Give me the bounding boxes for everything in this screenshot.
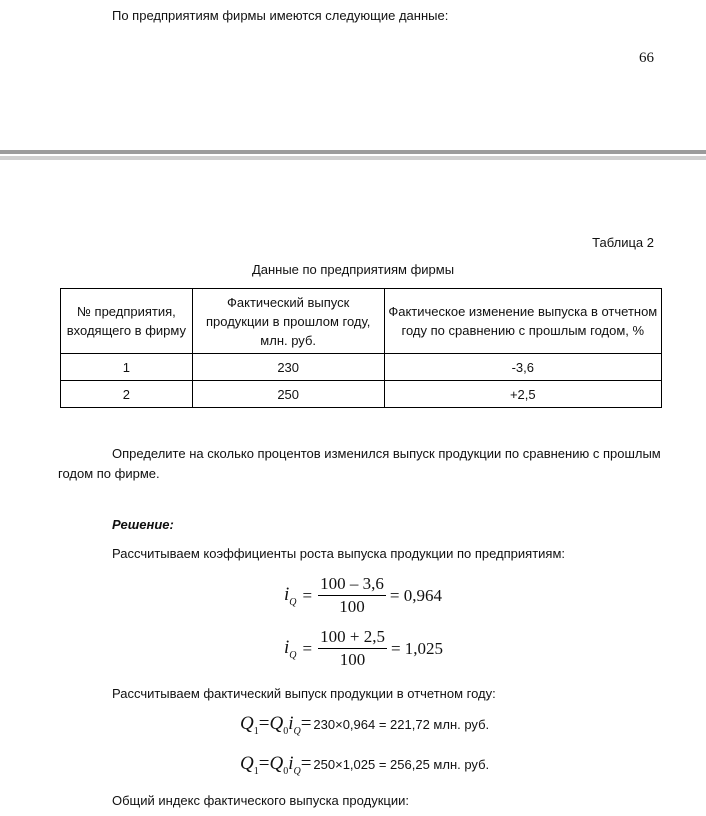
table-row bbox=[61, 381, 662, 408]
fraction-numerator: 100 + 2,5 bbox=[318, 627, 387, 649]
output-result: 250×1,025 = 256,25 млн. руб. bbox=[313, 757, 490, 772]
cell-output: 250 bbox=[192, 381, 384, 408]
output-formula-1: $Q_1$ = $Q_0$ $i_Q$ = 230×0,964 = 221,72 млн. руб. bbox=[240, 713, 490, 737]
growth-formula-1: $i_Q$ = $\frac{100 - 3,6}{100}$ = 0,964 bbox=[284, 574, 442, 616]
fraction-denominator: 100 bbox=[339, 597, 365, 616]
page-separator-light bbox=[0, 156, 706, 160]
growth-paragraph: Рассчитываем коэффициенты роста выпуска продукции по предприятиям: bbox=[112, 546, 565, 561]
table-header-row bbox=[61, 289, 662, 354]
task-text bbox=[58, 444, 672, 484]
task-line-1: Определите на сколько процентов изменился выпуск продукции по сравнению с прошлым bbox=[112, 446, 661, 461]
header-enterprise-number: № предприятия, входящего в фирму bbox=[61, 289, 193, 354]
output-result: 230×0,964 = 221,72 млн. руб. bbox=[313, 717, 490, 732]
table-row bbox=[61, 354, 662, 381]
table-title: Данные по предприятиям фирмы bbox=[251, 262, 455, 277]
fraction-numerator: 100 – 3,6 bbox=[318, 574, 386, 596]
growth-formula-2: $i_Q$ = $\frac{100 + 2,5}{100}$ = 1,025 bbox=[284, 627, 444, 669]
formula-fraction bbox=[318, 574, 386, 617]
cell-enterprise: 1 bbox=[61, 354, 193, 381]
header-output-change: Фактическое изменение выпуска в отчетном году по сравнению с прошлым годом, % bbox=[384, 289, 661, 354]
formula-fraction bbox=[318, 627, 387, 670]
table-label: Таблица 2 bbox=[592, 235, 654, 250]
cell-change: -3,6 bbox=[384, 354, 661, 381]
formula-result: = 0,964 bbox=[389, 585, 442, 605]
formula-lhs: $i_Q$ bbox=[284, 636, 297, 661]
formula-lhs: $i_Q$ bbox=[284, 583, 297, 608]
fraction-denominator: 100 bbox=[339, 650, 366, 669]
solution-heading: Решение: bbox=[112, 517, 174, 532]
actual-output-paragraph: Рассчитываем фактический выпуск продукции в отчетном году: bbox=[112, 686, 496, 701]
cell-enterprise: 2 bbox=[61, 381, 193, 408]
header-last-year-output: Фактический выпуск продукции в прошлом году, млн. руб. bbox=[192, 289, 384, 354]
intro-text: По предприятиям фирмы имеются следующие данные: bbox=[112, 8, 449, 23]
page-number: 66 bbox=[639, 50, 654, 66]
output-formula-2: $Q_1$ = $Q_0$ $i_Q$ = 250×1,025 = 256,25 млн. руб. bbox=[240, 753, 490, 777]
data-table bbox=[60, 288, 662, 408]
page-separator-dark bbox=[0, 150, 706, 154]
index-paragraph: Общий индекс фактического выпуска продукции: bbox=[112, 793, 409, 808]
cell-change: +2,5 bbox=[384, 381, 661, 408]
task-line-2: годом по фирме. bbox=[58, 466, 160, 481]
cell-output: 230 bbox=[192, 354, 384, 381]
formula-result: = 1,025 bbox=[390, 638, 444, 658]
